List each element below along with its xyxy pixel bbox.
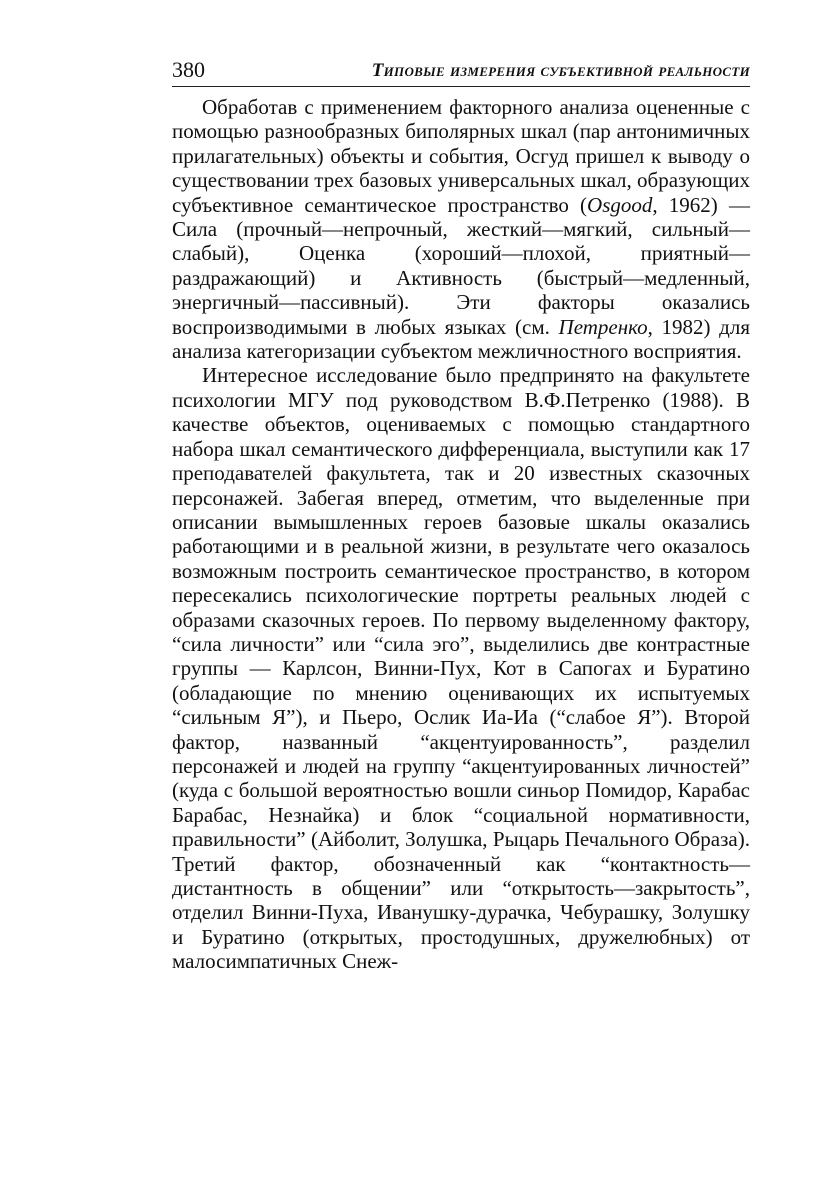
paragraph-1 xyxy=(172,95,750,363)
paragraph-1-part-1: Обработав с применением факторного анализа оцененные с помощью разнообразных биполярных шкал (пар антонимичных прилагательных) объекты и события, Осгуд пришел к выводу о существовании трех базовых универсальных шкал, образующих субъективное семантическое пространство ( xyxy=(172,95,750,217)
page-number: 380 xyxy=(172,57,205,82)
paragraph-1-part-2: , 1962) — Сила (прочный—непрочный, жесткий—мягкий, сильный—слабый), Оценка (хороший—плохой, приятный—раздражающий) и Активность (быстрый—медленный, энергичный—пассивный). Эти факторы оказались воспроизводимыми в любых языках (см. xyxy=(172,192,750,339)
body-text xyxy=(172,95,750,974)
book-page xyxy=(172,56,750,974)
citation-petrenko: Петренко xyxy=(558,314,648,339)
citation-osgood: Osgood xyxy=(587,192,653,217)
paragraph-2: Интересное исследование было предпринято на факультете психологии МГУ под руководством В.Ф.Петренко (1988). В качестве объектов, оцениваемых с помощью стандартного набора шкал семантического дифференциала, выступили как 17 преподавателей факультета, так и 20 известных сказочных персонажей. Забегая вперед, отметим, что выделенные при описании вымышленных героев базовые шкалы оказались работающими и в реальной жизни, в результате чего оказалось возможным построить семантическое пространство, в котором пересекались психологические портреты реальных людей с образами сказочных героев. По первому выделенному фактору, “сила личности” или “сила эго”, выделились две контрастные группы — Карлсон, Винни-Пух, Кот в Сапогах и Буратино (обладающие по мнению оценивающих их испытуемых “сильным Я”), и Пьеро, Ослик Иа-Иа (“слабое Я”). Второй фактор, названный “акцентуированность”, разделил персонажей и людей на группу “акцентуированных личностей” (куда с большой вероятностью вошли синьор Помидор, Карабас Барабас, Незнайка) и блок “социальной нормативности, правильности” (Айболит, Золушка, Рыцарь Печального Образа). Третий фактор, обозначенный как “контактность—дистантность в общении” или “открытость—закрытость”, отделил Винни-Пуха, Иванушку-дурачка, Чебурашку, Золушку и Буратино (открытых, простодушных, дружелюбных) от малосимпатичных Снеж- xyxy=(172,363,750,974)
page-header xyxy=(172,56,750,87)
running-title: Типовые измерения субъективной реальности xyxy=(371,60,750,81)
paragraph-1-part-3: , 1982) для анализа категоризации субъектом межличностного восприятия. xyxy=(172,314,750,364)
